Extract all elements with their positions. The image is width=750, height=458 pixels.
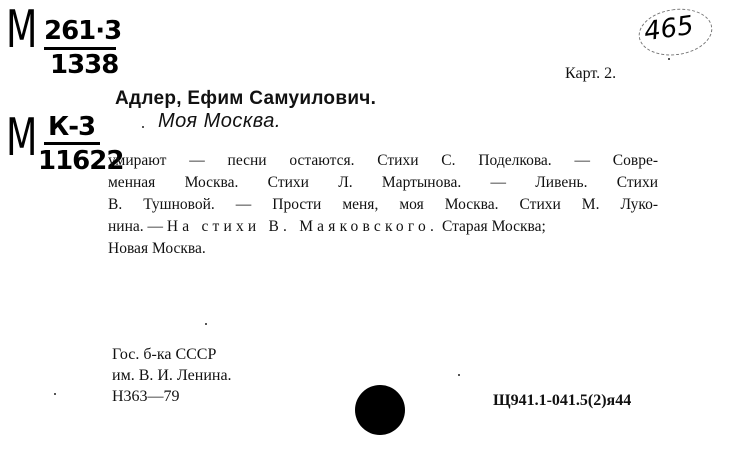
library-dedication: им. В. И. Ленина.: [112, 367, 232, 384]
shelf-number: 465: [642, 10, 696, 48]
work-title: Моя Москва.: [158, 110, 281, 132]
library-imprint: [112, 344, 232, 407]
call-number-divider-secondary: [44, 142, 100, 145]
order-number: Н363—79: [112, 388, 180, 405]
contents-spaced-fragment: На стихи В. Маяковского.: [166, 218, 439, 235]
punch-hole: [355, 385, 405, 435]
contents-fragment: нина. —: [108, 218, 167, 235]
card-label: Карт. 2.: [565, 65, 617, 82]
scan-speck: [668, 58, 670, 60]
call-number-top-primary: 261·3: [44, 16, 122, 46]
call-number-top-secondary: К-3: [48, 112, 96, 142]
author-heading: Адлер, Ефим Самуилович.: [115, 88, 377, 109]
contents-line: умирают — песни остаются. Стихи С. Поделкова. — Совре-: [108, 152, 658, 169]
call-number-bottom-primary: 1338: [50, 50, 119, 80]
scan-speck: [142, 126, 144, 128]
shelf-number-stamp: [642, 11, 695, 48]
contents-line: Новая Москва.: [108, 240, 206, 257]
contents-line: В. Тушновой. — Прости меня, моя Москва. Стихи М. Луко-: [108, 196, 658, 213]
scan-speck: [205, 323, 207, 325]
scan-speck: [54, 393, 56, 395]
call-number-prefix-secondary: М: [6, 108, 38, 168]
call-number-bottom-secondary: 11622: [38, 146, 124, 176]
contents-fragment: Старая Москва;: [438, 218, 546, 235]
classification-code: Щ941.1-041.5(2)я44: [493, 392, 632, 409]
contents-note: [108, 150, 658, 260]
scan-speck: [458, 374, 460, 376]
library-name: Гос. б-ка СССР: [112, 346, 217, 363]
call-number-prefix-primary: М: [6, 0, 38, 60]
contents-line: [108, 216, 658, 238]
stamp-circle: [636, 4, 716, 60]
contents-line: менная Москва. Стихи Л. Мартынова. — Ливень. Стихи: [108, 174, 658, 191]
